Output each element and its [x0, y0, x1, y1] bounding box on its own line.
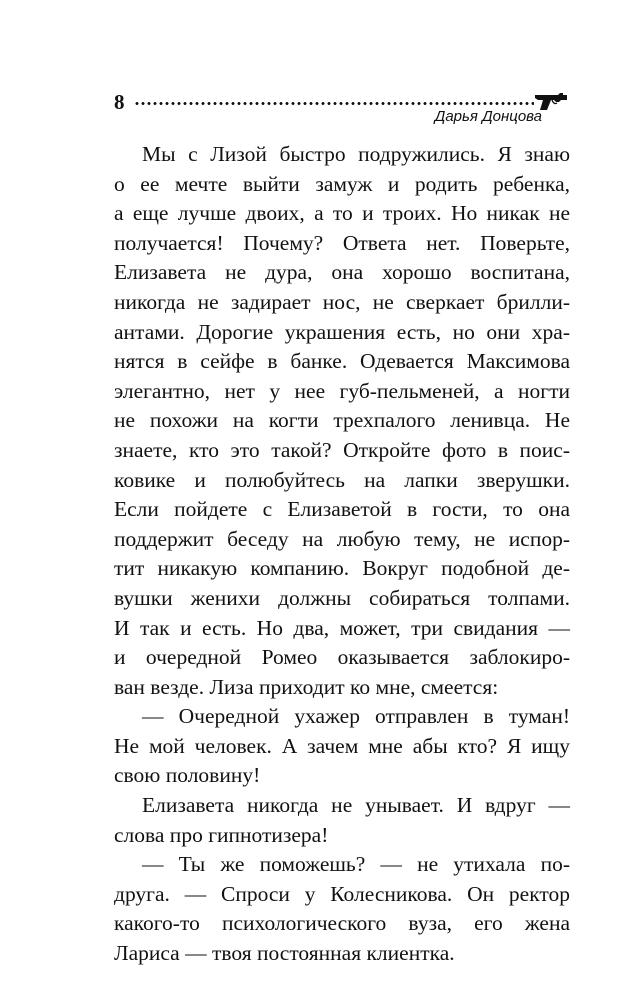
- text-line: элегантно, нет у нее губ-пельменей, а ногти: [114, 378, 570, 403]
- text-line: о ее мечте выйти замуж и родить ребенка,: [114, 171, 570, 196]
- text-line: получается! Почему? Ответа нет. Поверьте,: [114, 230, 570, 255]
- text-line: Лариса — твоя постоянная клиентка.: [114, 941, 455, 966]
- text-line: нятся в сейфе в банке. Одевается Максимова: [114, 349, 570, 374]
- page-number: 8: [114, 90, 125, 114]
- text-line: ковике и полюбуйтесь на лапки зверушки.: [114, 467, 570, 492]
- text-line: Елизавета не дура, она хорошо воспитана,: [114, 260, 570, 285]
- text-line: И так и есть. Но два, может, три свидания —: [114, 615, 570, 640]
- text-line: знаете, кто это такой? Откройте фото в поис-: [114, 437, 570, 462]
- text-line: вушки женихи должны собираться толпами.: [114, 585, 570, 610]
- text-line: друга. — Спроси у Колесникова. Он ректор: [114, 881, 570, 906]
- running-header: [114, 84, 570, 124]
- text-line: а еще лучше двоих, а то и троих. Но никак не: [114, 201, 570, 226]
- text-line: — Очередной ухажер отправлен в туман!: [142, 704, 570, 729]
- text-line: Если пойдете с Елизаветой в гости, то она: [114, 497, 570, 522]
- paragraph: [114, 791, 570, 850]
- paragraph: [114, 850, 570, 968]
- text-line: не похожи на когти трехпалого ленивца. Не: [114, 408, 570, 433]
- text-line: слова про гипнотизера!: [114, 822, 329, 847]
- text-line: никогда не задирает нос, не сверкает брилли-: [114, 289, 570, 314]
- text-line: Мы с Лизой быстро подружились. Я знаю: [142, 142, 570, 166]
- paragraph: [114, 702, 570, 791]
- text-line: и очередной Ромео оказывается заблокиро-: [114, 645, 570, 670]
- text-line: поддержит беседу на любую тему, не испор-: [114, 526, 570, 551]
- text-line: какого-то психологического вуза, его жена: [114, 911, 570, 936]
- running-author: Дарья Донцова: [434, 108, 542, 125]
- text-line: тит никакую компанию. Вокруг подобной де-: [114, 556, 570, 581]
- text-line: Елизавета никогда не унывает. И вдруг —: [142, 793, 570, 818]
- text-line: ван везде. Лиза приходит ко мне, смеется:: [114, 674, 499, 699]
- text-line: антами. Дорогие украшения есть, но они хра-: [114, 319, 570, 344]
- text-line: свою половину!: [114, 763, 261, 788]
- paragraph: [114, 140, 570, 702]
- text-line: — Ты же поможешь? — не утихала по-: [142, 852, 570, 877]
- dot-leader: [134, 101, 534, 106]
- page-text: [114, 140, 570, 969]
- text-line: Не мой человек. А зачем мне абы кто? Я ищу: [114, 733, 570, 758]
